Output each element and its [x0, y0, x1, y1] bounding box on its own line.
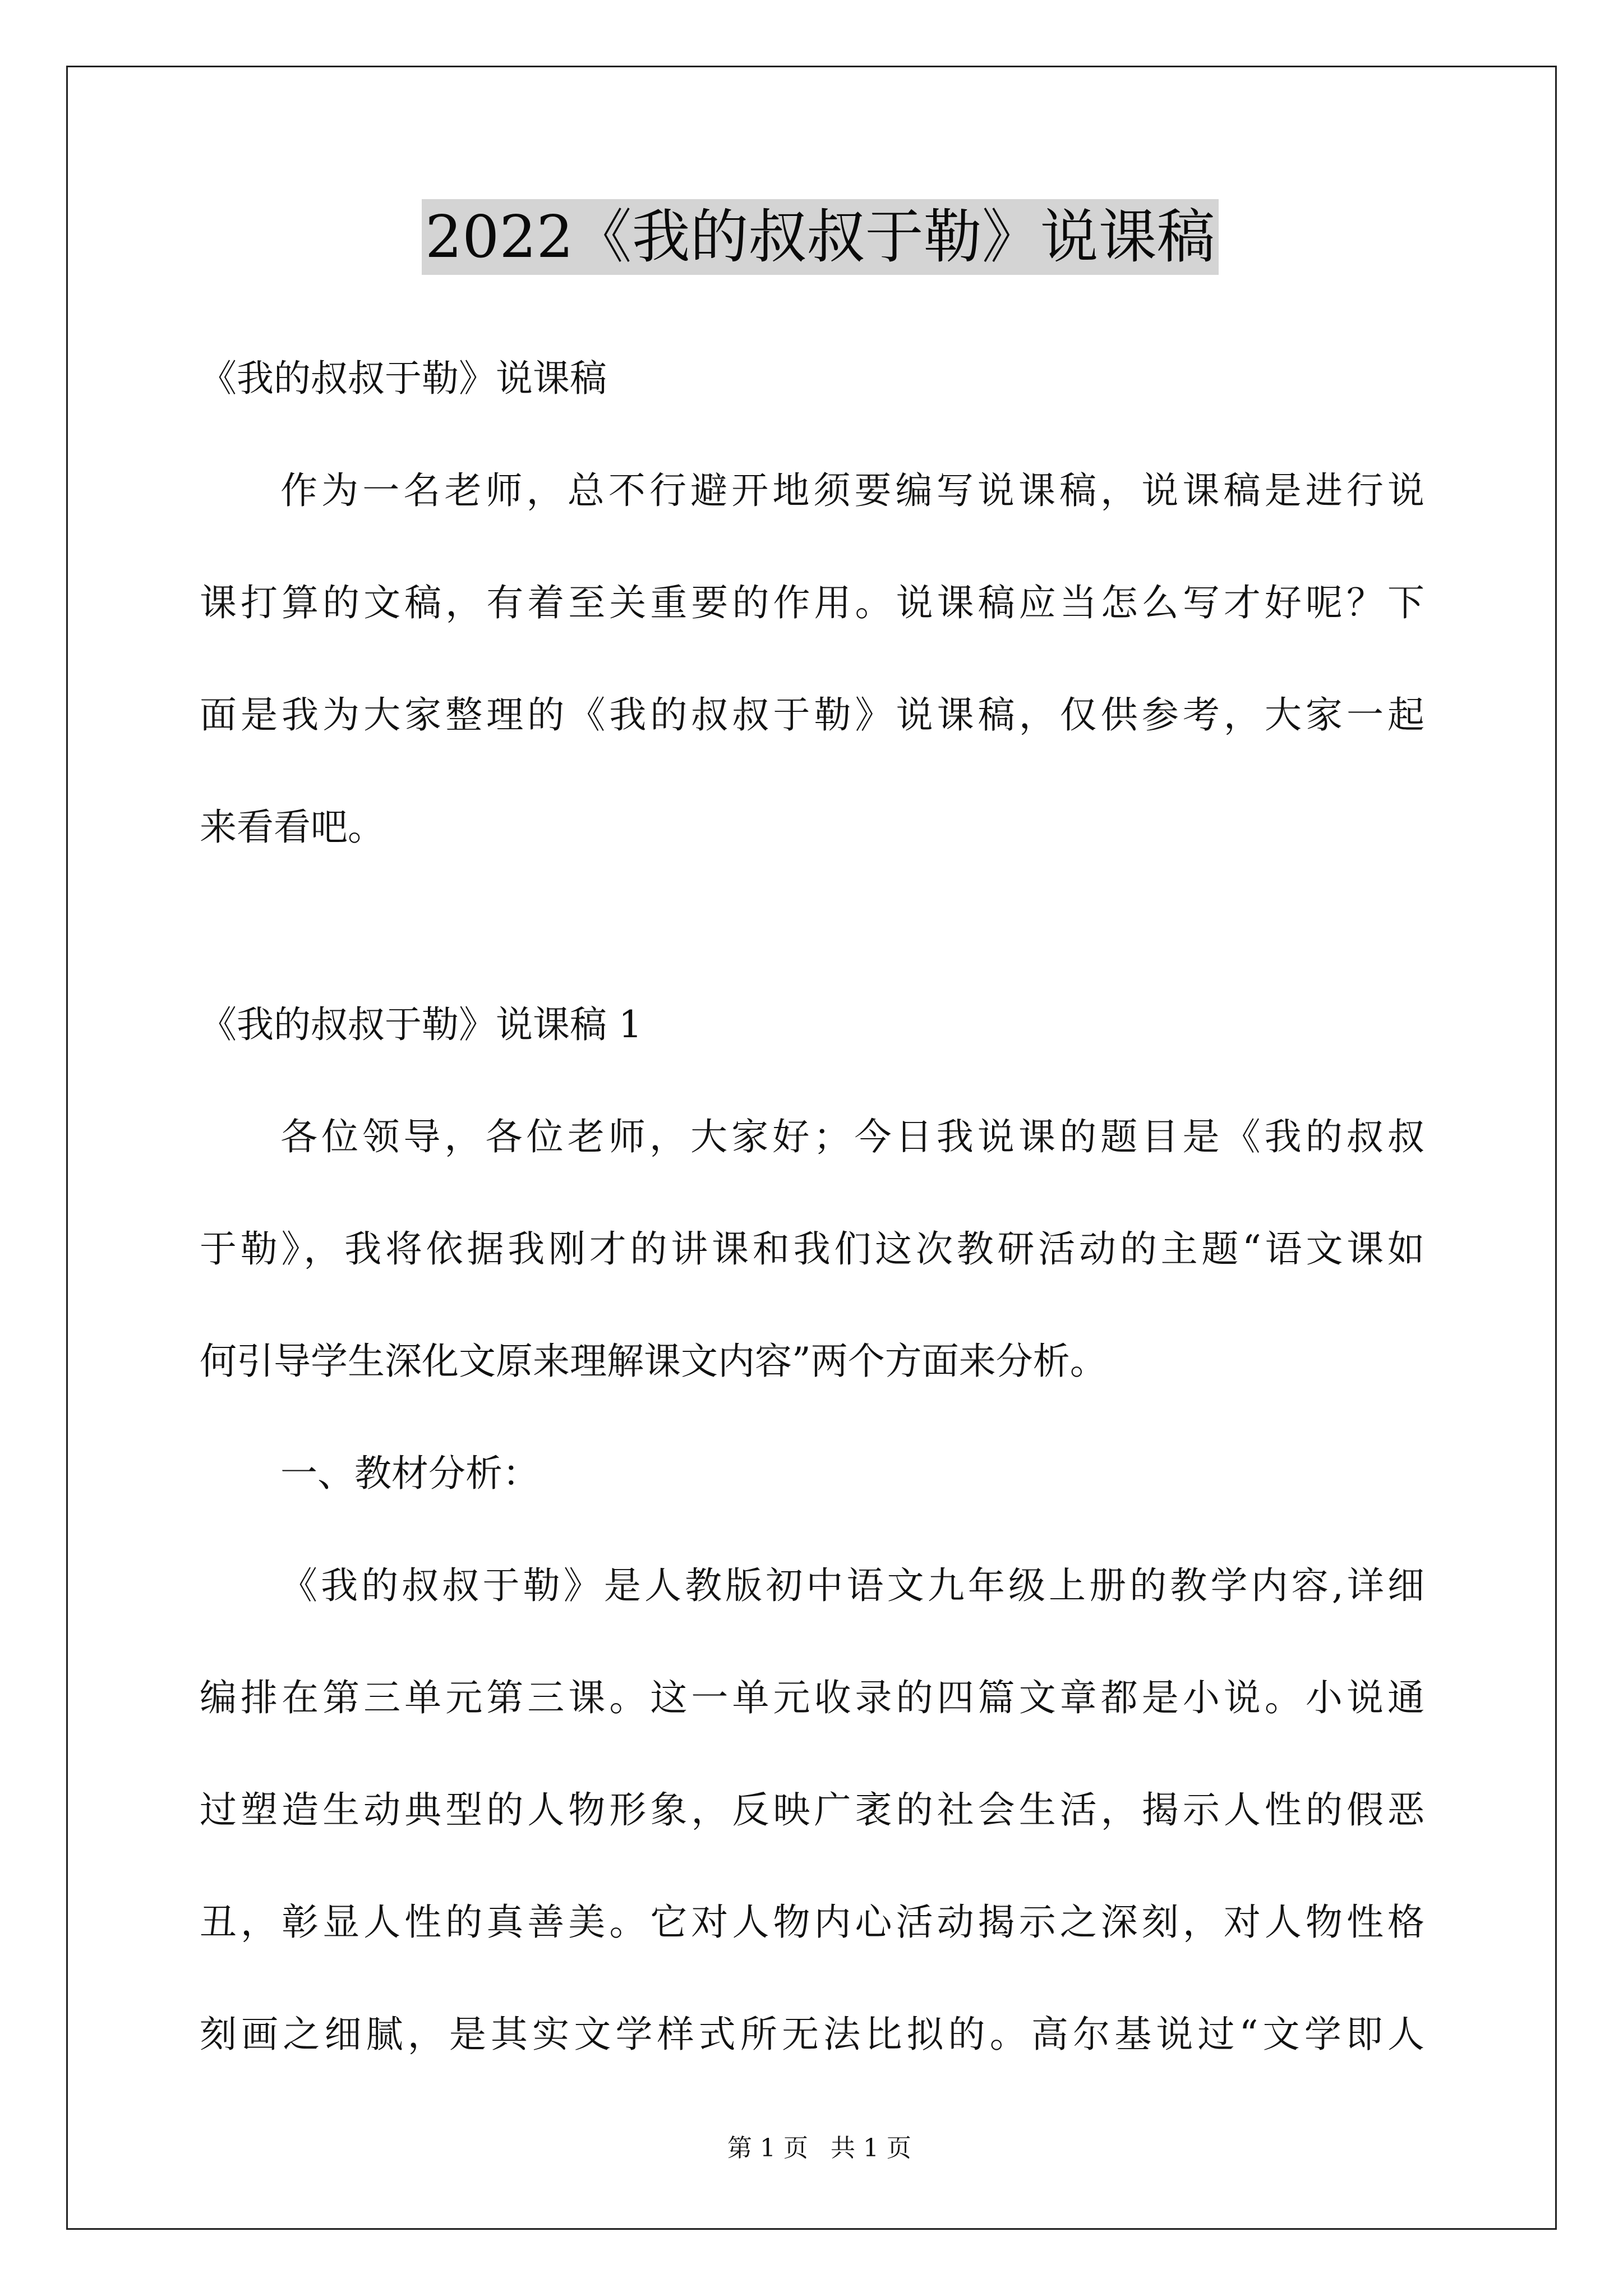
intro-line: 课打算的文稿，有着至关重要的作用。说课稿应当怎么写才好呢？下: [200, 581, 1424, 624]
document-subtitle: 《我的叔叔于勒》说课稿: [200, 357, 607, 400]
page-footer: [727, 2132, 911, 2165]
part-heading: 一、教材分析：: [280, 1452, 540, 1495]
intro-line: 作为一名老师，总不行避开地须要编写说课稿，说课稿是进行说: [280, 469, 1424, 512]
analysis-line: 刻画之细腻，是其实文学样式所无法比拟的。高尔基说过“文学即人: [200, 2013, 1424, 2056]
analysis-line: 《我的叔叔于勒》是人教版初中语文九年级上册的教学内容,详细: [280, 1564, 1424, 1607]
document-title: 2022《我的叔叔于勒》说课稿: [422, 199, 1219, 275]
analysis-line: 丑，彰显人性的真善美。它对人物内心活动揭示之深刻，对人物性格: [200, 1901, 1424, 1944]
greeting-line: 各位领导，各位老师，大家好；今日我说课的题目是《我的叔叔: [280, 1115, 1424, 1158]
analysis-line: 编排在第三单元第三课。这一单元收录的四篇文章都是小说。小说通: [200, 1676, 1424, 1719]
page-total: 共 1 页: [830, 2134, 911, 2162]
section-heading: 《我的叔叔于勒》说课稿 1: [200, 1003, 642, 1046]
greeting-line: 何引导学生深化文原来理解课文内容”两个方面来分析。: [200, 1340, 1107, 1383]
intro-line: 来看看吧。: [200, 806, 385, 849]
intro-line: 面是我为大家整理的《我的叔叔于勒》说课稿，仅供参考，大家一起: [200, 693, 1424, 737]
analysis-line: 过塑造生动典型的人物形象，反映广袤的社会生活，揭示人性的假恶: [200, 1788, 1424, 1832]
greeting-line: 于勒》，我将依据我刚才的讲课和我们这次教研活动的主题“语文课如: [200, 1227, 1424, 1271]
page-current: 第 1 页: [727, 2134, 808, 2162]
